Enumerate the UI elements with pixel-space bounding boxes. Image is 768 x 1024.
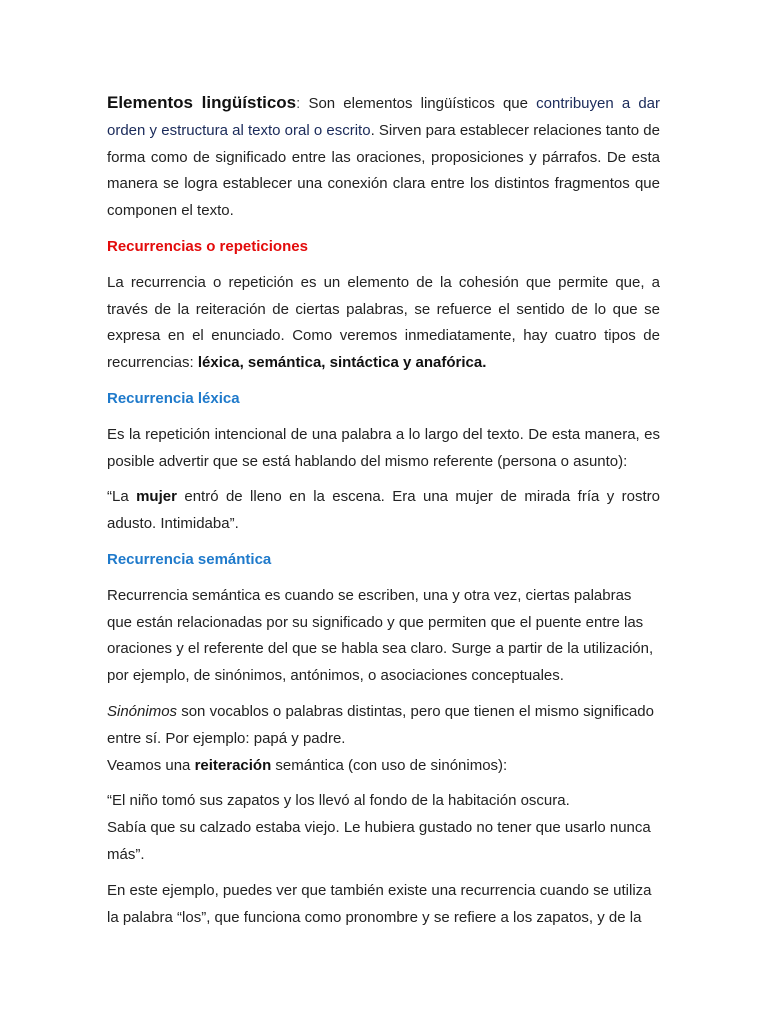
intro-text-1: Son elementos lingüísticos que — [300, 95, 537, 112]
heading-lexica: Recurrencia léxica — [107, 389, 240, 407]
semantica-quote-line-1: “El niño tomó sus zapatos y los llevó al fondo de la habitación oscura. — [107, 792, 570, 810]
sinonimos-paragraph — [107, 699, 660, 753]
lexica-quote-bold: mujer — [136, 488, 177, 506]
heading-semantica: Recurrencia semántica — [107, 550, 272, 568]
veamos-before: Veamos una — [107, 756, 195, 774]
recurrencias-paragraph — [107, 270, 660, 377]
intro-highlight: contribuyen a dar orden y estructura al texto oral o escrito — [107, 95, 660, 139]
semantica-quote-line-2: Sabía que su calzado estaba viejo. Le hubiera gustado no tener que usarlo nunca más”. — [107, 819, 651, 863]
semantica-paragraph: Recurrencia semántica es cuando se escriben, una y otra vez, ciertas palabras que están relacionadas por su significado y que permiten que el puente entre las oraciones y el referente del que se habla sea claro. Surge a partir de la utilización, por ejemplo, de sinónimos, antónimos, o asociaciones conceptuales. — [107, 586, 654, 685]
recurrencias-text: La recurrencia o repetición es un elemento de la cohesión que permite que, a través de la reiteración de ciertas palabras, se refuerce el sentido de lo que se expresa en el enunciado. Como veremos inmediatamente, hay cuatro tipos de recurrencias: — [107, 273, 660, 372]
lexica-paragraph: Es la repetición intencional de una palabra a lo largo del texto. De esta manera, es posible advertir que se está hablando del mismo referente (persona o asunto): — [107, 425, 660, 470]
lexica-quote-rest: entró de lleno en la escena. Era una mujer de mirada fría y rostro adusto. Intimidaba”. — [107, 488, 660, 533]
final-paragraph: En este ejemplo, puedes ver que también existe una recurrencia cuando se utiliza la palabra “los”, que funciona como pronombre y se refiere a los zapatos, y de la — [107, 881, 652, 926]
heading-recurrencias: Recurrencias o repeticiones — [107, 237, 308, 255]
recurrencias-types: léxica, semántica, sintáctica y anafórica. — [197, 354, 487, 372]
lexica-quote-open: “La — [107, 488, 137, 506]
term-colon: : — [296, 95, 301, 112]
veamos-line — [107, 753, 660, 780]
intro-paragraph — [107, 90, 660, 225]
term-heading: Elementos lingüísticos — [107, 93, 297, 112]
lexica-quote — [107, 484, 660, 538]
veamos-bold: reiteración — [194, 756, 272, 774]
intro-text-2: . Sirven para establecer relaciones tanto de forma como de significado entre las oraciones, proposiciones y párrafos. De esta manera se logra establecer una conexión clara entre los distintos fragmentos que componen el texto. — [107, 121, 660, 220]
veamos-after: semántica (con uso de sinónimos): — [271, 756, 508, 774]
document-page — [107, 88, 660, 931]
sinonimos-text: son vocablos o palabras distintas, pero que tienen el mismo significado entre sí. Por ejemplo: papá y padre. — [107, 702, 654, 747]
sinonimos-term: Sinónimos — [107, 702, 178, 720]
